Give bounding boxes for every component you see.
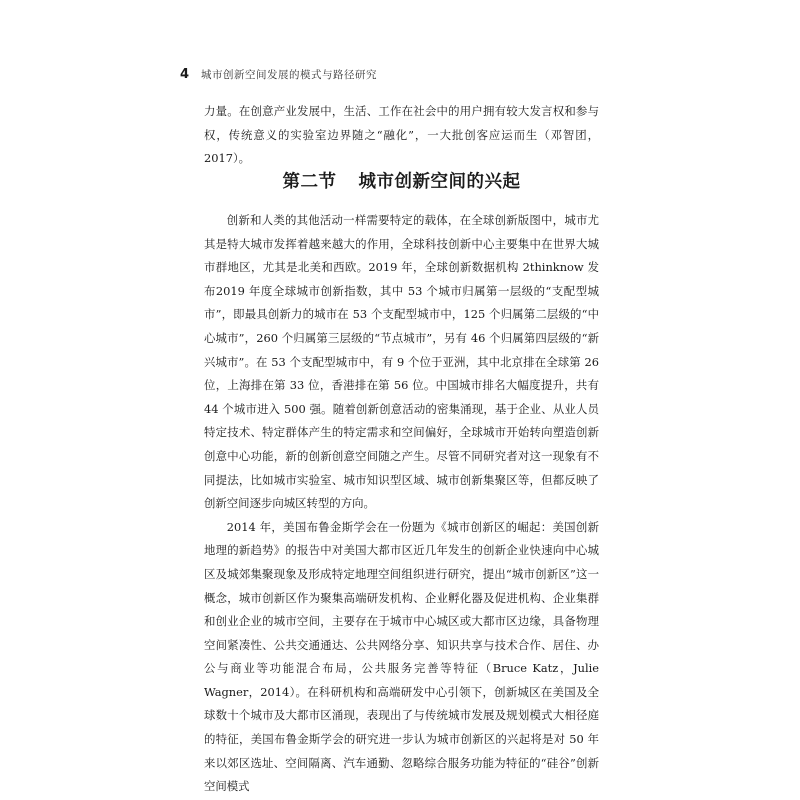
page-number: 4 [180,67,190,82]
running-head [180,67,610,89]
section-number: 第二节 [282,172,337,192]
section-title: 城市创新空间的兴起 [358,172,521,192]
intro-paragraph: 力量。在创意产业发展中，生活、工作在社会中的用户拥有较大发言权和参与权，传统意义的实验室边界随之“融化”，一大批创客应运而生（邓智团，2017）。 [204,104,599,166]
paragraph-2: 2014 年，美国布鲁金斯学会在一份题为《城市创新区的崛起：美国创新地理的新趋势》的报告中对美国大都市区近几年发生的创新企业快速向中心城区及城郊集聚现象及形成特定地理空间组织进行研究，提出“城市创新区”这一概念，城市创新区作为聚集高端研发机构、企业孵化器及促进机构、企业集群和创业企业的城市空间，主要存在于城市中心城区或大都市区边缘，具备物理空间紧凑性、公共交通通达、公共网络分享、知识共享与技术合作、居住、办公与商业等功能混合布局，公共服务完善等特征（Bruce Katz，Julie Wagner，2014）。在科研机构和高端研发中心引领下，创新城区在美国及全球数十个城市及大都市区涌现，表现出了与传统城市发展及规划模式大相径庭的特征，美国布鲁金斯学会的研究进一步认为城市创新区的兴起将是对 50 年来以郊区选址、空间隔离、汽车通勤、忽略综合服务功能为特征的“硅谷”创新空间模式 [204,519,599,794]
intro-text [204,100,599,171]
section-heading [204,168,599,198]
paragraph-1: 创新和人类的其他活动一样需要特定的载体，在全球创新版图中，城市尤其是特大城市发挥着越来越大的作用，全球科技创新中心主要集中在世界大城市群地区，尤其是北美和西欧。2019 年，全球创新数据机构 2thinknow 发布2019 年度全球城市创新指数，其中 53 个城市归属第一层级的“支配型城市”，即最具创新力的城市在 53 个支配型城市中，125 个归属第二层级的“中心城市”，260 个归属第三层级的“节点城市”，另有 46 个归属第四层级的“新兴城市”。在 53 个支配型城市中，有 9 个位于亚洲，其中北京排在全球第 26 位，上海排在第 33 位，香港排在第 56 位。中国城市排名大幅度提升，共有 44 个城市进入 500 强。随着创新创意活动的密集涌现，基于企业、从业人员特定技术、特定群体产生的特定需求和空间偏好，全球城市开始转向塑造创新创意中心功能，新的创新创意空间随之产生。尽管不同研究者对这一现象有不同提法，比如城市实验室、城市知识型区域、城市创新集聚区等，但都反映了创新空间逐步向城区转型的方向。 [204,213,599,511]
running-head-title: 城市创新空间发展的模式与路径研究 [201,69,378,81]
section-body [204,209,599,799]
